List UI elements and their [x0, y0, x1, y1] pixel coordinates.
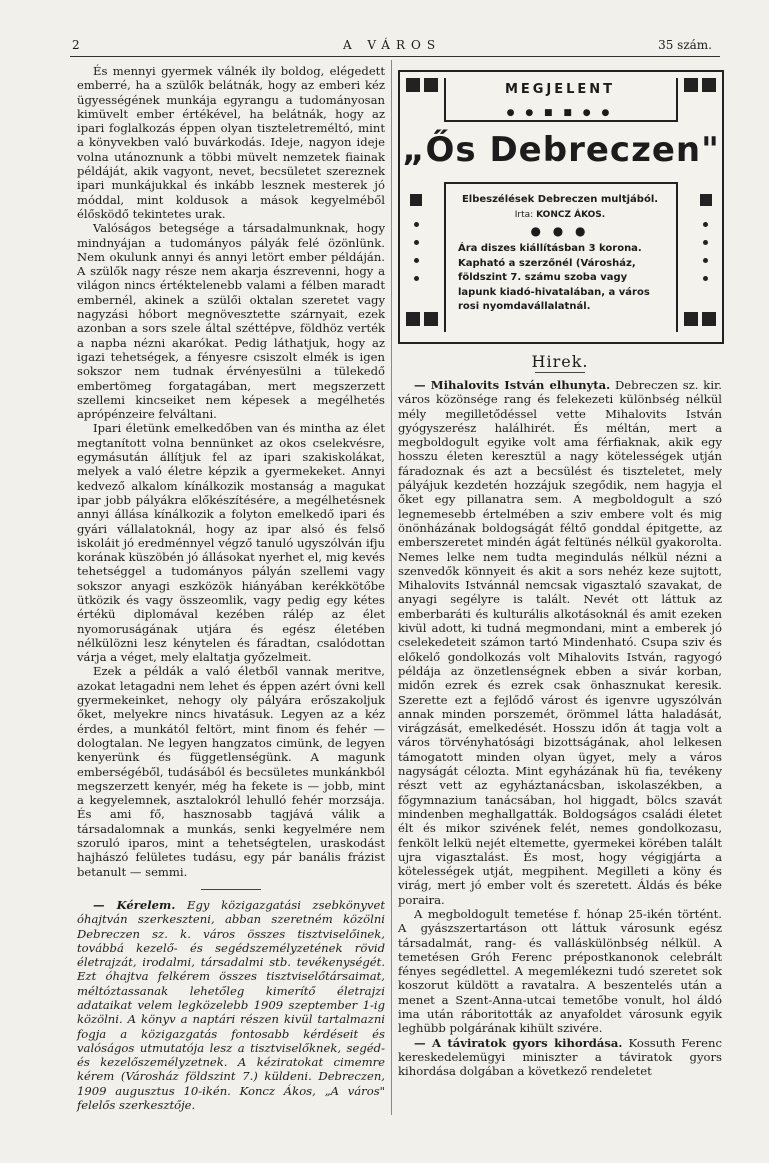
news-item [398, 378, 722, 907]
column-divider [391, 60, 392, 1115]
decor-square [424, 312, 438, 326]
book-subtitle: Elbeszélések Debreczen multjából. [461, 194, 659, 205]
decor-dot [414, 240, 419, 245]
decor-square [410, 194, 422, 206]
decor-line [444, 120, 678, 122]
author-name: KONCZ ÁKOS. [536, 210, 606, 220]
decor-dot [414, 222, 419, 227]
ad-heading: MEGJELENT [504, 82, 616, 97]
book-author [444, 210, 676, 220]
decor-square [406, 312, 420, 326]
decor-square [684, 78, 698, 92]
decor-dot [703, 258, 708, 263]
decor-dot [703, 276, 708, 281]
issue-number: 35 szám. [658, 38, 712, 52]
author-prefix: Irta: [514, 210, 534, 220]
decor-dot [703, 240, 708, 245]
newspaper-title: A VÁROS [342, 38, 442, 52]
decor-dot [703, 222, 708, 227]
decor-square [702, 78, 716, 92]
decor-dots: ● ● ● [530, 224, 590, 238]
decor-dot [414, 276, 419, 281]
right-column [398, 378, 722, 1079]
kerelem-text: Egy közigazgatási zsebkönyvet óhajtván szerkeszteni, abban szeretném közölni Debreczen sz. k. város összes tisztviselőinek, továbbá kezelő- és segédszemélyzetének rövid életrajzát, irodalmi, társadalmi stb. tevékenységét. Ezt óhajtva felkérem összes tisztviselőtársaimat, méltóztassanak lehetőleg kimerítő életrajzi adataikat velem legközelebb 1909 szeptember 1-ig közölni. A könyv a naptári részen kivül tartalmazni fogja a közigazgatás fontosabb kérdéseit és valóságos utmutatója lesz a tisztviselőknek, segéd- és kezelőszemélyzetnek. A kéziratokat cimemre kérem (Városház földszint 7.) küldeni. Debreczen, 1909 augusztus 10-ikén. Koncz Ákos, „A város" felelős szerkesztője. [77, 897, 385, 1113]
left-column [77, 64, 385, 1112]
decor-line [676, 182, 678, 332]
decor-square [406, 78, 420, 92]
page-number: 2 [72, 38, 80, 52]
book-advertisement [398, 70, 724, 344]
paragraph: És mennyi gyermek válnék ily boldog, elégedett emberré, ha a szülők belátnák, hogy az emberi kéz ügyességének munkája egyrangu a tudományosan kimüvelt ember értékével, ha belátnák, hogy az ipari foglalkozás éppen olyan tiszteletreméltó, mint a könyvekben való buvárkodás. Ideje, nagyon ideje volna utánoznunk a többi müvelt nemzetek fiainak példáját, akik vagyont, nevet, becsületet szereznek ipari munkájukkal és inkább lesznek mesterek jó móddal, mint koldusok a mások kegyelméből élősködő tekintetes urak. [77, 64, 385, 221]
paragraph: Ipari életünk emelkedőben van és mintha az élet megtanított volna bennünket az okos cselekvésre, egymásután állítjuk fel az ipari szakiskolákat, melyek a való életre képzik a gyermekeket. Annyi kedvező alkalom kínálkozik mostanság a magukat ipar jobb pályákra előkészítésére, a megélhetésnek annyi állása kínálkozik a folyton emelkedő ipari és gyári vállalatoknál, hogy az ipar alsó és felső iskoláit jó eredménnyel végző tanuló ugyszólván ifju korának küszöbén jó állásokat nyerhet el, mig kevés tehetséggel a tudományos pályán szellemi vagy sokszor anyagi eszközök hiányában kerékkötőbe ütközik és vagy összeomlik, vagy pedig egy kétes értékü diplomával kezében rálép az élet nyomoruságának utjára és egész életében nélkülözni lesz kénytelen és fáradtan, csalódottan várja a véget, mely elaltatja győzelmeit. [77, 421, 385, 665]
decor-square [700, 194, 712, 206]
decor-line [444, 182, 678, 184]
paragraph: Ezek a példák a való életből vannak meritve, azokat letagadni nem lehet és éppen azért óvni kell gyermekeinket, nehogy oly pályára erőszakoljuk őket, melyekre nincs hivatásuk. Legyen az a kéz érdes, a munkától feltört, mint finom és fehér — dologtalan. Ne legyen hangzatos cimünk, de legyen kenyerünk és függetlenségünk. A magunk emberségéből, tudásából és becsületes munkánkból megszerzett kenyér, még ha fekete is — jobb, mint a kegyelemnek, asztalokról lehulló fehér morzsája. És ami fő, hasznosabb tagjává válik a társadalomnak a munkás, senki kegyelmére nem szoruló iparos, mint a tehetségtelen, uraskodást hajhászó felületes tudásu, egy pár banális frázist betanult — semmi. [77, 664, 385, 879]
kerelem-title: — Kérelem. [93, 897, 176, 912]
header-rule [70, 56, 720, 57]
decor-square [702, 312, 716, 326]
news-headline: — Mihalovits István elhunyta. [414, 378, 611, 392]
decor-dots: ● ● ■ ■ ● ● [506, 108, 614, 118]
separator [201, 889, 261, 890]
paragraph: Valóságos betegsége a társadalmunknak, hogy mindnyájan a tudományos pályák felé özönlünk. Nem okulunk annyi és annyi letört ember példáján. A szülők nagy része nem akarja észrevenni, hogy a világon nincs értéktelenebb valami a félben maradt embernél, akinek a szülői oktalan szeretet vagy nagyzási hóbort megnövesztette szárnyait, ezek azonban a sors szele által széttépve, földhöz verték a napba nézni akarókat. Pedig láthatjuk, hogy az igazi tehetségek, a fényesre csiszolt elmék is igen sokszor nem tudnak érvényesülni a tülekedő embertömeg forgatagában, mert megszerzett szellemi kincseiket nem képesek a megélhetés aprópénzeire felváltani. [77, 221, 385, 422]
news-item [398, 1036, 722, 1079]
news-text: A megboldogult temetése f. hónap 25-ikén történt. A gyászszertartáson ott láttuk városunk egész társadalmát, rang- és valláskülönbség nélkül. A temetésen Gróh Ferenc prépostkanonok celebrált fényes segédlettel. A megemlékezni tudó szeretet sok koszorut küldött a ravatalra. A beszentelés után a menet a Szent-Anna-utcai temetőbe vonult, hol áldó ima után ráboritották az anyafoldet városunk egyik leghübb polgárának kihült szivére. [398, 906, 722, 1036]
news-text: Kossuth Ferenc kereskedelemügyi miniszter a táviratok gyors kihordása dolgában a következő rendeletet [398, 1035, 722, 1079]
news-text: Debreczen sz. kir. város közönsége rang és felekezeti különbség nélkül mély megilletődéssel vette Mihalovits István gyógyszerész halálhirét. És méltán, mert a megboldogult egyike volt ama férfiaknak, akik egy hosszu életen keresztül a nagy kötelességek utján fáradoznak és azt a becsülést és tiszteletet, mely pályájuk kezdetén hozzájuk szegődik, nem hagyja el őket egy pillanatra sem. A megboldogult a szó legnemesebb értelmében a sziv embere volt és mig önönházának boldogságát féltő gonddal épitgette, az emberszeretet mindén ágát feltünés nélkül gyakorolta. Nemes lelke nem tudta megindulás nélkül nézni a szenvedők könnyeit és akit a sors nehéz keze sujtott, Mihalovits Istvánnál nemcsak vigasztaló szavakat, de anyagi segélyre is talált. Nevét ott láttuk az emberbaráti és kulturális alkotásoknál és amit ezeken kivül adott, ki tudná megmondani, mint a emberek jó cselekedeteit számon tartó Mindenható. Csupa sziv és előkelő gondolkozás volt Mihalovits István, ragyogó példája az önzetlenségnek ebben a sivár korban, midőn ezrek és ezrek csak önhasznukat keresik. Szerette ezt a fejlődő várost és igenvre ugyszólván annak minden porszemét, örömmel látta haladását, virágzását, emelkedését. Hosszu időn át tagja volt a város törvényhatósági bizottságának, ahol lelkesen támogatott minden olyan ügyet, mely a város nagyságát célozta. Mint egyházának hü fia, tevékeny részt vett az egyháztanácsban, iskolaszékben, a főgymnazium tanácsában, hol higgadt, bölcs szavát mindenben meghallgatták. Boldogságos családi életet élt és mikor szivének felét, nemes gondolkozasu, fenkölt lelkü nejét eltemette, gyermekei körében talált ujra vigasztalást. És most, hogy végigjárta a kötelességek utját, megpihent. Megilleti a köny és virág, mert jó ember volt és szeretett. Áldás és béke poraira. [398, 378, 722, 907]
book-description: Ára diszes kiállításban 3 korona. Kapható a szerzőnél (Városház, földszint 7. számu szoba vagy lapunk kiadó-hivatalában, a város rosi nyomdavállalatnál. [458, 243, 650, 312]
book-title: „Ős Debreczen" [402, 130, 720, 170]
decor-square [424, 78, 438, 92]
kerelem-notice [77, 898, 385, 1112]
section-title-rule [535, 372, 585, 373]
decor-line [676, 78, 678, 122]
page-header [72, 38, 712, 56]
news-item [398, 907, 722, 1036]
news-headline: — A táviratok gyors kihordása. [414, 1035, 623, 1050]
decor-square [684, 312, 698, 326]
decor-dot [414, 258, 419, 263]
section-title: Hirek. [531, 352, 589, 371]
